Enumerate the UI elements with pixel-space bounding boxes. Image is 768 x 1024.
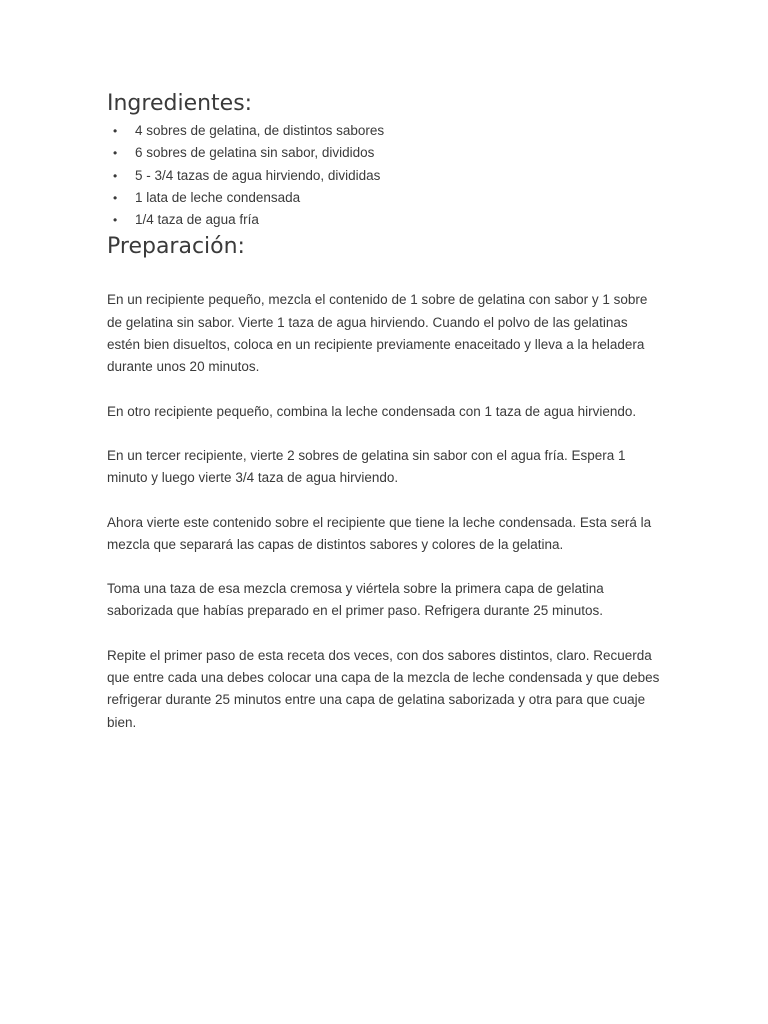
bullet-icon: • xyxy=(113,168,118,183)
bullet-icon: • xyxy=(113,190,118,205)
preparation-heading: Preparación: xyxy=(107,234,245,260)
recipe-document xyxy=(107,88,663,756)
ingredient-text: 5 - 3/4 tazas de agua hirviendo, divididas xyxy=(135,167,381,183)
preparation-step: Repite el primer paso de esta receta dos veces, con dos sabores distintos, claro. Recuerda que entre cada una debes colocar una capa de la mezcla de leche condensada y que debes refrigerar durante 25 minutos entre una capa de gelatina saborizada y otra para que cuaje bien. xyxy=(107,647,660,730)
ingredient-item xyxy=(107,165,663,187)
ingredients-list xyxy=(107,120,663,231)
ingredient-item xyxy=(107,187,663,209)
ingredient-text: 6 sobres de gelatina sin sabor, divididos xyxy=(135,145,375,161)
bullet-icon: • xyxy=(113,213,118,228)
ingredient-text: 1/4 taza de agua fría xyxy=(135,212,259,228)
ingredient-item xyxy=(107,142,663,164)
ingredient-item xyxy=(107,120,663,142)
preparation-step: En otro recipiente pequeño, combina la leche condensada con 1 taza de agua hirviendo. xyxy=(107,403,637,419)
preparation-step: Toma una taza de esa mezcla cremosa y viértela sobre la primera capa de gelatina saborizada que habías preparado en el primer paso. Refrigera durante 25 minutos. xyxy=(107,581,604,619)
ingredient-text: 4 sobres de gelatina, de distintos sabores xyxy=(135,123,385,138)
ingredient-item xyxy=(107,209,663,231)
bullet-icon: • xyxy=(113,124,118,138)
ingredient-text: 1 lata de leche condensada xyxy=(135,189,301,205)
preparation-step: Ahora vierte este contenido sobre el recipiente que tiene la leche condensada. Esta será la mezcla que separará las capas de distintos sabores y colores de la gelatina. xyxy=(107,514,652,552)
preparation-step: En un tercer recipiente, vierte 2 sobres de gelatina sin sabor con el agua fría. Espera 1 minuto y luego vierte 3/4 taza de agua hirviendo. xyxy=(107,447,626,486)
preparation-steps xyxy=(107,289,663,733)
bullet-icon: • xyxy=(113,146,118,161)
preparation-step: En un recipiente pequeño, mezcla el contenido de 1 sobre de gelatina con sabor y 1 sobre de gelatina sin sabor. Vierte 1 taza de agua hirviendo. Cuando el polvo de las gelatinas estén bien disueltos, coloca en un recipiente previamente enaceitado y lleva a la heladera durante unos 20 minutos. xyxy=(107,292,648,375)
ingredients-heading: Ingredientes: xyxy=(107,91,253,116)
